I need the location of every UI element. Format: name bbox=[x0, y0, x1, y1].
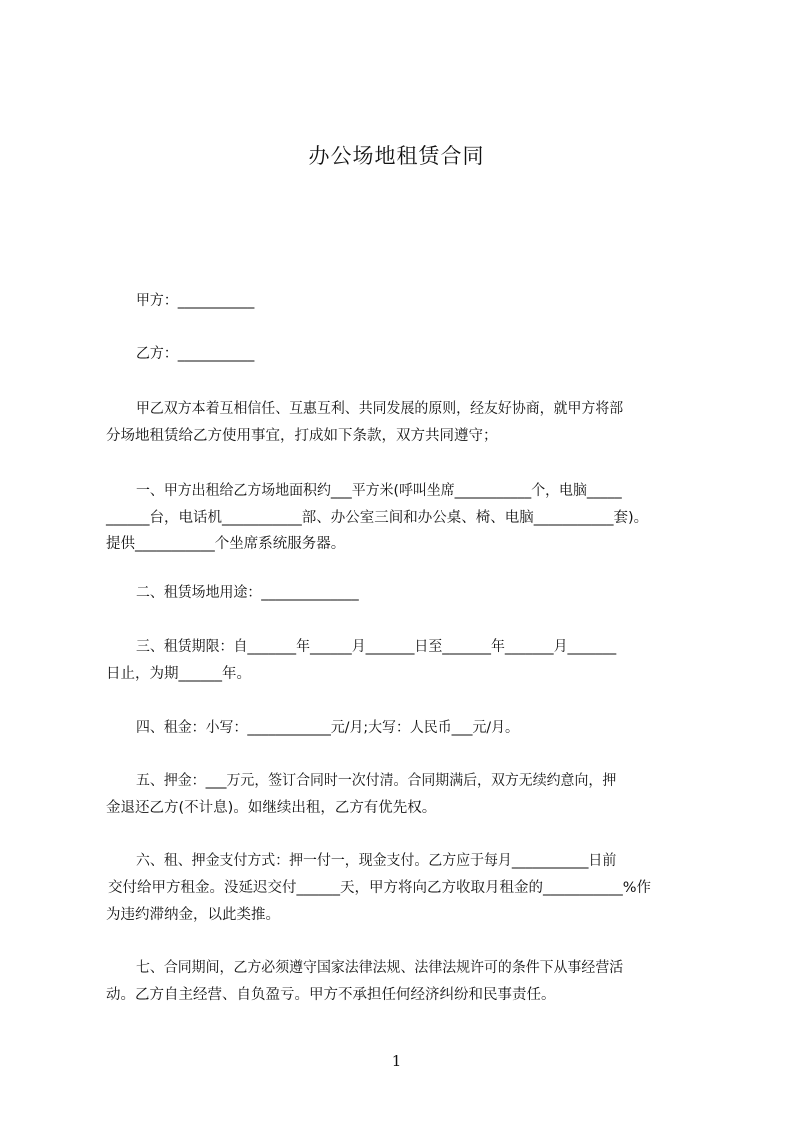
clause-6-line-2: 交付给甲方租金。没延迟交付______天，甲方将向乙方收取月租金的___________%作 bbox=[108, 880, 652, 896]
clause-7-line-2: 动。乙方自主经营、自负盈亏。甲方不承担任何经济纠纷和民事责任。 bbox=[106, 987, 556, 1003]
clause-6-line-3: 为违约滞纳金，以此类推。 bbox=[106, 907, 280, 923]
preamble-line-2: 分场地租赁给乙方使用事宜，打成如下条款，双方共同遵守； bbox=[106, 428, 498, 444]
clause-3-line-1: 三、租赁期限：自_______年______月_______日至_______年_______月_______ bbox=[136, 639, 617, 655]
clause-6-line-1: 六、租、押金支付方式：押一付一，现金支付。乙方应于每月___________日前 bbox=[136, 853, 617, 869]
page-number: 1 bbox=[391, 1052, 402, 1070]
clause-4-line: 四、租金：小写：____________元/月;大写：人民币___元/月。 bbox=[136, 720, 519, 736]
clause-1-line-1: 一、甲方出租给乙方场地面积约___平方米(呼叫坐席___________个，电脑_____ bbox=[136, 483, 622, 499]
party-a-line: 甲方：___________ bbox=[136, 293, 255, 309]
clause-7-line-1: 七、合同期间，乙方必须遵守国家法律法规、法律法规许可的条件下从事经营活 bbox=[136, 960, 624, 976]
clause-3-line-2: 日止，为期______年。 bbox=[106, 666, 251, 682]
party-b-line: 乙方：___________ bbox=[136, 346, 255, 362]
clause-1-line-2: ______台，电话机___________部、办公室三间和办公桌、椅、电脑___________套)。 bbox=[106, 510, 649, 526]
contract-title: 办公场地租赁合同 bbox=[308, 144, 485, 168]
clause-5-line-2: 金退还乙方(不计息)。如继续出租，乙方有优先权。 bbox=[106, 800, 437, 816]
clause-5-line-1: 五、押金：___万元，签订合同时一次付清。合同期满后，双方无续约意向，押 bbox=[136, 773, 617, 789]
preamble-line-1: 甲乙双方本着互相信任、互惠互利、共同发展的原则，经友好协商，就甲方将部 bbox=[136, 401, 624, 417]
clause-2-line: 二、租赁场地用途：______________ bbox=[136, 585, 359, 601]
clause-1-line-3: 提供___________个坐席系统服务器。 bbox=[106, 536, 346, 552]
